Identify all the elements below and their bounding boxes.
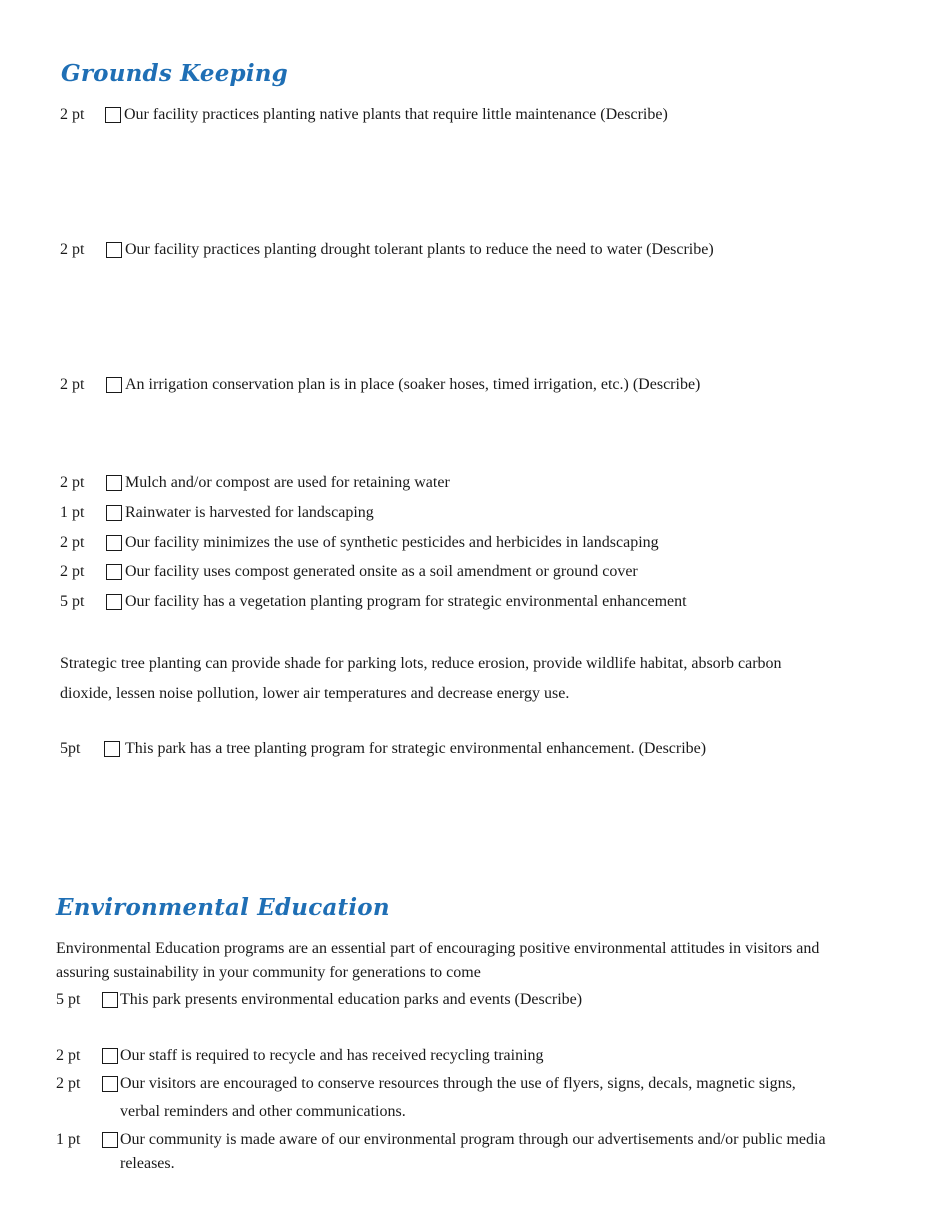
item-text: This park presents environmental education parks and events (Describe) xyxy=(120,991,583,1008)
checkbox[interactable] xyxy=(102,1132,118,1148)
checkbox[interactable] xyxy=(106,535,122,551)
points-label: 1 pt xyxy=(60,504,85,521)
item-text: Our facility practices planting drought tolerant plants to reduce the need to water (Describe) xyxy=(125,241,714,258)
checkbox[interactable] xyxy=(106,475,122,491)
points-label: 5 pt xyxy=(60,593,85,610)
checkbox[interactable] xyxy=(106,242,122,258)
item-text xyxy=(120,1070,796,1126)
checkbox[interactable] xyxy=(106,594,122,610)
tree-planting-paragraph xyxy=(60,649,782,709)
item-text: An irrigation conservation plan is in place (soaker hoses, timed irrigation, etc.) (Describe) xyxy=(125,376,701,393)
checkbox[interactable] xyxy=(102,1076,118,1092)
checkbox[interactable] xyxy=(102,1048,118,1064)
paragraph-line: Strategic tree planting can provide shade for parking lots, reduce erosion, provide wildlife habitat, absorb carbon xyxy=(60,655,782,672)
paragraph-line: dioxide, lessen noise pollution, lower air temperatures and decrease energy use. xyxy=(60,685,570,702)
item-text-line: releases. xyxy=(120,1155,175,1172)
checkbox[interactable] xyxy=(102,992,118,1008)
paragraph-line: assuring sustainability in your community for generations to come xyxy=(56,964,481,981)
grounds-keeping-heading: Grounds Keeping xyxy=(61,60,288,87)
checkbox[interactable] xyxy=(106,564,122,580)
checkbox[interactable] xyxy=(106,505,122,521)
item-text: Rainwater is harvested for landscaping xyxy=(125,504,374,521)
points-label: 5pt xyxy=(60,740,81,757)
checkbox[interactable] xyxy=(106,377,122,393)
item-text: Our facility has a vegetation planting program for strategic environmental enhancement xyxy=(125,593,687,610)
points-label: 2 pt xyxy=(56,1075,81,1092)
points-label: 1 pt xyxy=(56,1131,81,1148)
points-label: 2 pt xyxy=(60,106,85,123)
points-label: 2 pt xyxy=(56,1047,81,1064)
points-label: 5 pt xyxy=(56,991,81,1008)
item-text-line: verbal reminders and other communications. xyxy=(120,1103,406,1120)
item-text: Our facility uses compost generated onsite as a soil amendment or ground cover xyxy=(125,563,638,580)
item-text-line: Our community is made aware of our environmental program through our advertisements and/or public media xyxy=(120,1131,826,1148)
item-text: Our facility practices planting native plants that require little maintenance (Describe) xyxy=(124,106,668,123)
item-text: Our facility minimizes the use of synthetic pesticides and herbicides in landscaping xyxy=(125,534,659,551)
points-label: 2 pt xyxy=(60,241,85,258)
item-text: This park has a tree planting program for strategic environmental enhancement. (Describe) xyxy=(125,740,707,757)
points-label: 2 pt xyxy=(60,474,85,491)
checkbox[interactable] xyxy=(105,107,121,123)
item-text: Our staff is required to recycle and has received recycling training xyxy=(120,1047,544,1064)
environmental-education-heading: Environmental Education xyxy=(56,894,390,921)
item-text-line: Our visitors are encouraged to conserve resources through the use of flyers, signs, decals, magnetic signs, xyxy=(120,1075,796,1092)
education-intro-paragraph xyxy=(56,937,819,985)
checkbox[interactable] xyxy=(104,741,120,757)
points-label: 2 pt xyxy=(60,534,85,551)
paragraph-line: Environmental Education programs are an essential part of encouraging positive environmental attitudes in visitors and xyxy=(56,940,820,957)
item-text xyxy=(120,1128,826,1176)
points-label: 2 pt xyxy=(60,376,85,393)
points-label: 2 pt xyxy=(60,563,85,580)
item-text: Mulch and/or compost are used for retaining water xyxy=(125,474,450,491)
